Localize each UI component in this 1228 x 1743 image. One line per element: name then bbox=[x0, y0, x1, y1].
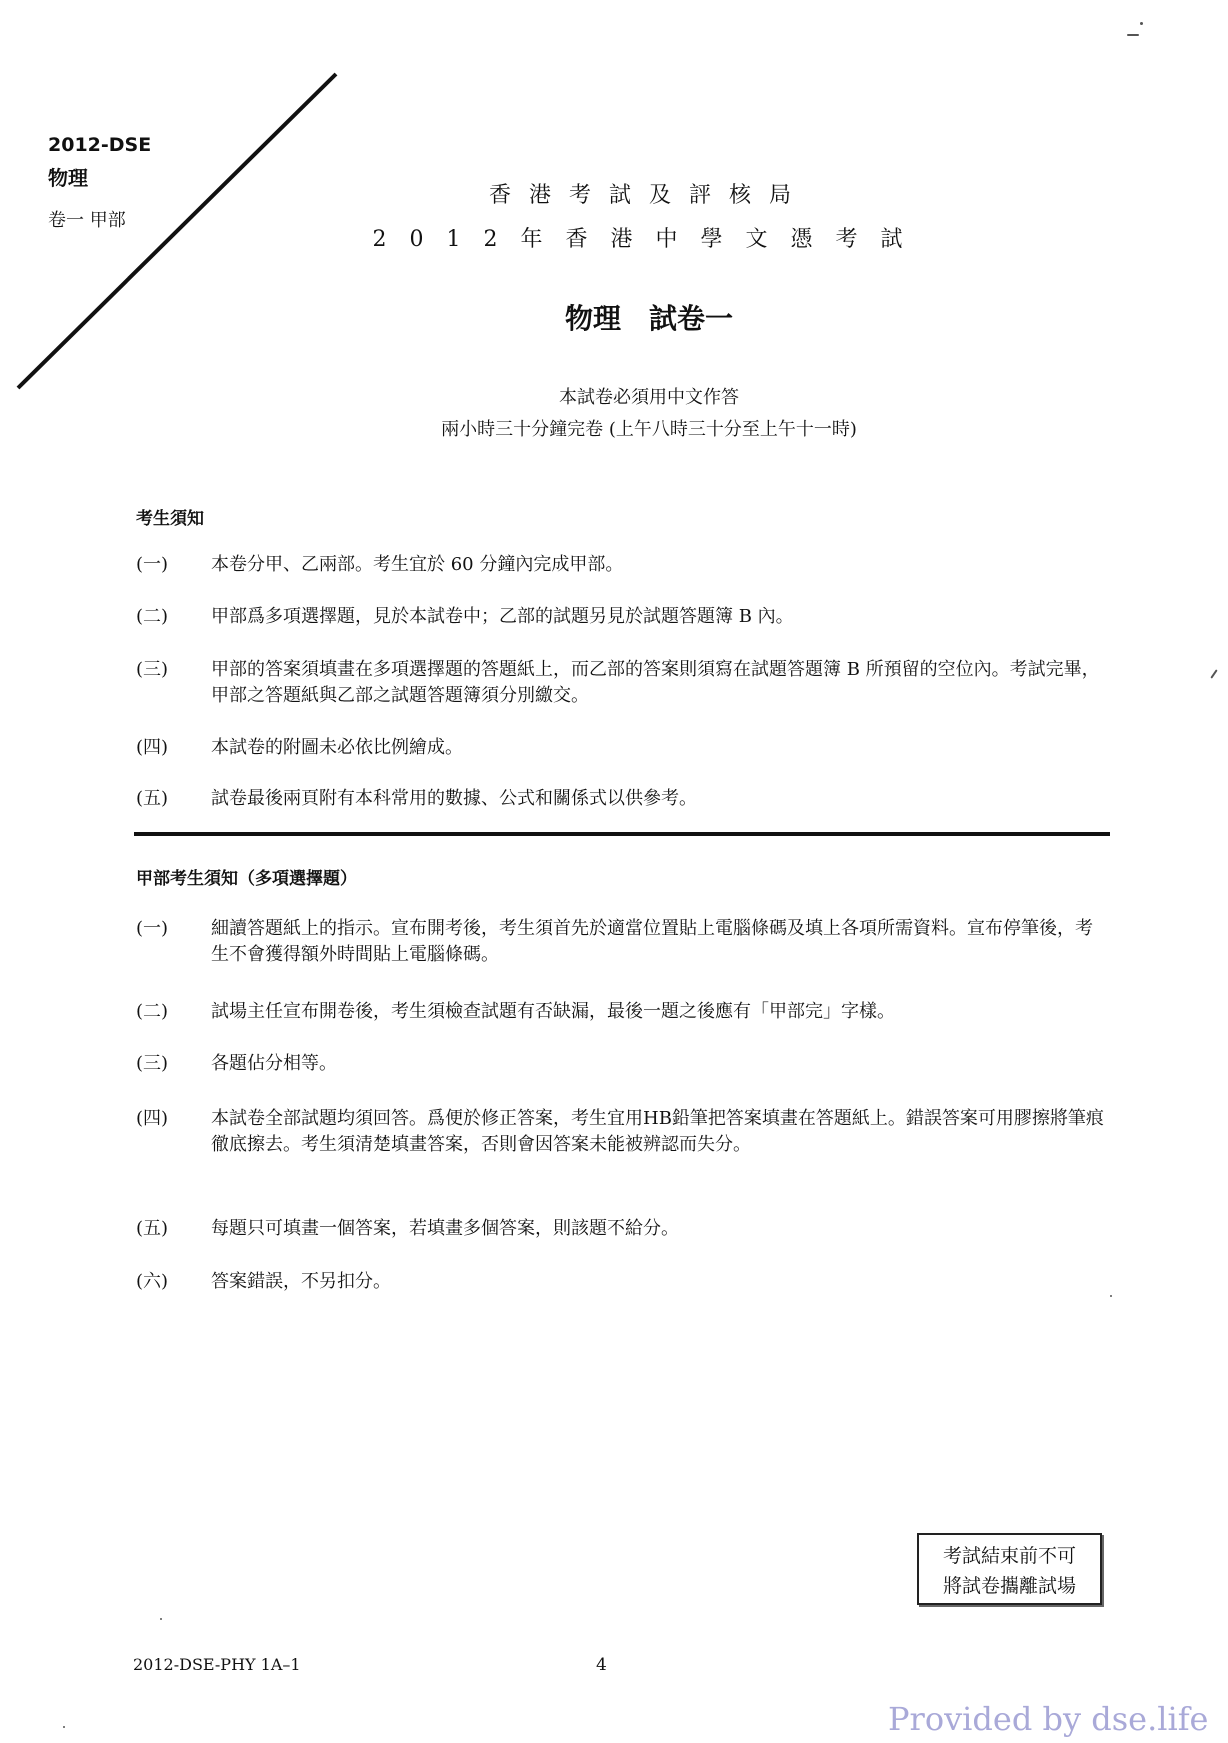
item-number: (二) bbox=[136, 606, 169, 627]
item-text: 甲部爲多項選擇題，見於本試卷中；乙部的試題另見於試題答題簿 B 內。 bbox=[211, 606, 794, 627]
section-a-heading: 甲部考生須知（多項選擇題） bbox=[136, 869, 357, 889]
item-text: 每題只可填畫一個答案，若填畫多個答案，則該題不給分。 bbox=[211, 1218, 679, 1239]
item-number: (四) bbox=[136, 737, 169, 758]
item-text: 本試卷的附圖未必依比例繪成。 bbox=[211, 737, 463, 758]
item-text: 試卷最後兩頁附有本科常用的數據、公式和關係式以供參考。 bbox=[211, 788, 697, 809]
item-number: (四) bbox=[136, 1108, 169, 1129]
item-number: (五) bbox=[136, 1218, 169, 1239]
section-divider bbox=[134, 832, 1110, 836]
scan-speck bbox=[1110, 1295, 1112, 1297]
item-text: 細讀答題紙上的指示。宣布開考後，考生須首先於適當位置貼上電腦條碼及填上各項所需資料。宣布停筆後，考生不會獲得額外時間貼上電腦條碼。 bbox=[211, 918, 1093, 965]
time-note: 兩小時三十分鐘完卷 (上午八時三十分至上午十一時) bbox=[441, 419, 857, 440]
item-number: (一) bbox=[136, 554, 169, 575]
item-text: 本試卷全部試題均須回答。爲便於修正答案，考生宜用HB鉛筆把答案填畫在答題紙上。錯誤答案可用膠擦將筆痕徹底擦去。考生須清楚填畫答案，否則會因答案未能被辨認而失分。 bbox=[211, 1108, 1104, 1155]
scan-speck bbox=[1140, 22, 1143, 25]
item-number: (三) bbox=[136, 659, 169, 680]
watermark: Provided by dse.life bbox=[888, 1700, 1209, 1738]
item-text: 答案錯誤，不另扣分。 bbox=[211, 1271, 391, 1292]
notice-box bbox=[917, 1533, 1102, 1605]
item-text: 試場主任宣布開卷後，考生須檢查試題有否缺漏，最後一題之後應有「甲部完」字樣。 bbox=[211, 1001, 895, 1022]
footer-paper-code: 2012-DSE-PHY 1A–1 bbox=[133, 1655, 301, 1674]
item-text: 本卷分甲、乙兩部。考生宜於 60 分鐘內完成甲部。 bbox=[211, 554, 624, 575]
item-number: (六) bbox=[136, 1271, 169, 1292]
scan-speck bbox=[63, 1726, 65, 1728]
page-number: 4 bbox=[596, 1655, 607, 1675]
language-note: 本試卷必須用中文作答 bbox=[559, 387, 739, 408]
item-text: 各題佔分相等。 bbox=[211, 1053, 337, 1074]
notice-line: 考試結束前不可 bbox=[942, 1545, 1076, 1567]
item-text: 甲部的答案須填畫在多項選擇題的答題紙上，而乙部的答案則須寫在試題答題簿 B 所預留的空位內。考試完畢，甲部之答題紙與乙部之試題答題簿須分別繳交。 bbox=[211, 659, 1100, 706]
exam-authority: 香港考試及評核局 bbox=[488, 183, 809, 208]
scan-speck bbox=[160, 1618, 162, 1620]
item-number: (三) bbox=[136, 1053, 169, 1074]
paper-part-label: 卷一 甲部 bbox=[48, 210, 126, 231]
notice-line: 將試卷攜離試場 bbox=[942, 1575, 1076, 1597]
item-number: (二) bbox=[136, 1001, 169, 1022]
item-number: (五) bbox=[136, 788, 169, 809]
paper-title: 物理 試卷一 bbox=[564, 302, 733, 335]
general-instructions-heading: 考生須知 bbox=[136, 509, 204, 529]
scan-speck bbox=[1127, 34, 1139, 36]
scan-speck bbox=[1210, 669, 1217, 678]
exam-name: 2012年香港中學文憑考試 bbox=[372, 227, 926, 252]
subject-label: 物理 bbox=[48, 166, 88, 190]
item-number: (一) bbox=[136, 918, 169, 939]
paper-code: 2012-DSE bbox=[48, 134, 152, 156]
